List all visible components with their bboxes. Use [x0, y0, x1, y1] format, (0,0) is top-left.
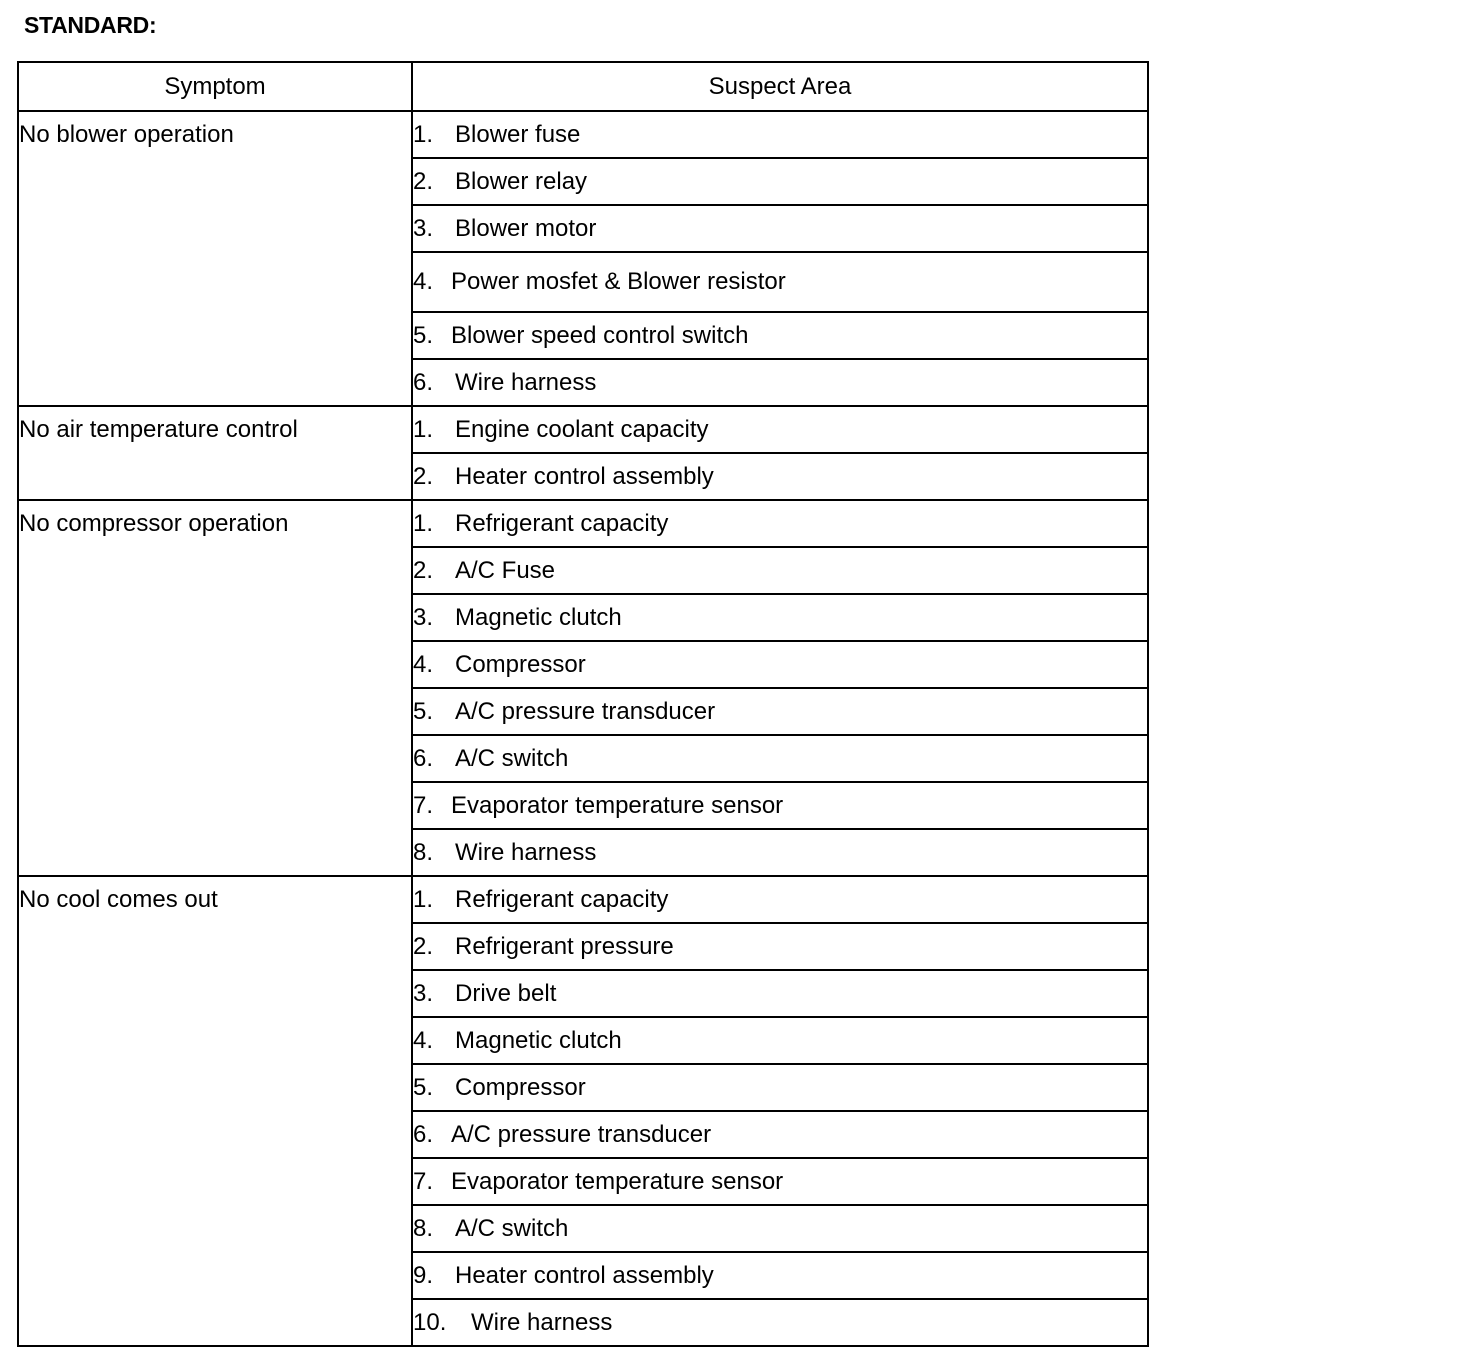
item-number: 8. — [413, 839, 434, 866]
suspect-text: Evaporator temperature sensor — [451, 1168, 784, 1195]
suspect-cell — [412, 1205, 1148, 1252]
suspect-text: Heater control assembly — [455, 1262, 714, 1289]
item-number: 6. — [413, 369, 434, 396]
suspect-text: Heater control assembly — [455, 463, 714, 490]
suspect-text: Blower speed control switch — [451, 322, 749, 349]
header-symptom: Symptom — [18, 62, 412, 111]
suspect-text: Wire harness — [455, 369, 597, 396]
item-number: 2. — [413, 557, 434, 584]
suspect-cell — [412, 158, 1148, 205]
item-number: 3. — [413, 980, 434, 1007]
item-number: 1. — [413, 416, 434, 443]
suspect-cell — [412, 1064, 1148, 1111]
item-number: 2. — [413, 168, 434, 195]
item-number: 3. — [413, 604, 434, 631]
suspect-cell — [412, 453, 1148, 500]
suspect-text: A/C pressure transducer — [451, 1121, 712, 1148]
suspect-text: Wire harness — [471, 1309, 613, 1336]
item-number: 1. — [413, 510, 434, 537]
suspect-text: Compressor — [455, 651, 586, 678]
table-row — [18, 111, 1148, 158]
symptom-cell: No compressor operation — [18, 500, 412, 876]
item-number: 4. — [413, 268, 434, 295]
suspect-cell — [412, 1111, 1148, 1158]
suspect-text: Power mosfet & Blower resistor — [451, 268, 786, 295]
symptom-cell: No cool comes out — [18, 876, 412, 1346]
item-number: 9. — [413, 1262, 434, 1289]
table-row — [18, 500, 1148, 547]
item-number: 5. — [413, 1074, 434, 1101]
suspect-cell — [412, 688, 1148, 735]
suspect-text: Magnetic clutch — [455, 1027, 622, 1054]
item-number: 3. — [413, 215, 434, 242]
suspect-text: Blower fuse — [455, 121, 581, 148]
item-number: 2. — [413, 463, 434, 490]
suspect-cell — [412, 111, 1148, 158]
item-number: 1. — [413, 886, 434, 913]
item-number: 2. — [413, 933, 434, 960]
suspect-text: Refrigerant pressure — [455, 933, 674, 960]
suspect-cell — [412, 1017, 1148, 1064]
suspect-cell — [412, 406, 1148, 453]
header-suspect-area: Suspect Area — [412, 62, 1148, 111]
suspect-cell — [412, 970, 1148, 1017]
suspect-cell — [412, 1252, 1148, 1299]
symptom-cell: No air temperature control — [18, 406, 412, 500]
suspect-cell — [412, 547, 1148, 594]
item-number: 10. — [413, 1309, 447, 1336]
suspect-cell — [412, 594, 1148, 641]
suspect-text: Magnetic clutch — [455, 604, 622, 631]
item-number: 7. — [413, 1168, 434, 1195]
suspect-text: Drive belt — [455, 980, 557, 1007]
item-number: 4. — [413, 651, 434, 678]
suspect-cell — [412, 312, 1148, 359]
suspect-text: A/C pressure transducer — [455, 698, 716, 725]
item-number: 5. — [413, 322, 434, 349]
suspect-text: Refrigerant capacity — [455, 886, 669, 913]
table-row — [18, 406, 1148, 453]
item-number: 1. — [413, 121, 434, 148]
suspect-text: Engine coolant capacity — [455, 416, 709, 443]
suspect-cell — [412, 359, 1148, 406]
suspect-cell — [412, 500, 1148, 547]
item-number: 7. — [413, 792, 434, 819]
suspect-text: Blower relay — [455, 168, 588, 195]
suspect-cell — [412, 782, 1148, 829]
troubleshooting-table — [17, 61, 1149, 1347]
suspect-text: Evaporator temperature sensor — [451, 792, 784, 819]
section-title: STANDARD: — [24, 12, 157, 38]
item-number: 8. — [413, 1215, 434, 1242]
suspect-cell — [412, 923, 1148, 970]
table-row — [18, 876, 1148, 923]
suspect-cell — [412, 641, 1148, 688]
table-header-row — [18, 62, 1148, 111]
suspect-text: Compressor — [455, 1074, 586, 1101]
item-number: 5. — [413, 698, 434, 725]
suspect-text: Blower motor — [455, 215, 597, 242]
item-number: 6. — [413, 1121, 434, 1148]
suspect-cell — [412, 205, 1148, 252]
suspect-text: Refrigerant capacity — [455, 510, 669, 537]
suspect-cell — [412, 1158, 1148, 1205]
item-number: 4. — [413, 1027, 434, 1054]
suspect-cell — [412, 252, 1148, 312]
suspect-text: Wire harness — [455, 839, 597, 866]
suspect-cell — [412, 735, 1148, 782]
suspect-cell — [412, 1299, 1148, 1346]
symptom-cell: No blower operation — [18, 111, 412, 406]
suspect-text: A/C switch — [455, 745, 569, 772]
suspect-cell — [412, 829, 1148, 876]
suspect-cell — [412, 876, 1148, 923]
item-number: 6. — [413, 745, 434, 772]
suspect-text: A/C switch — [455, 1215, 569, 1242]
suspect-text: A/C Fuse — [455, 557, 556, 584]
